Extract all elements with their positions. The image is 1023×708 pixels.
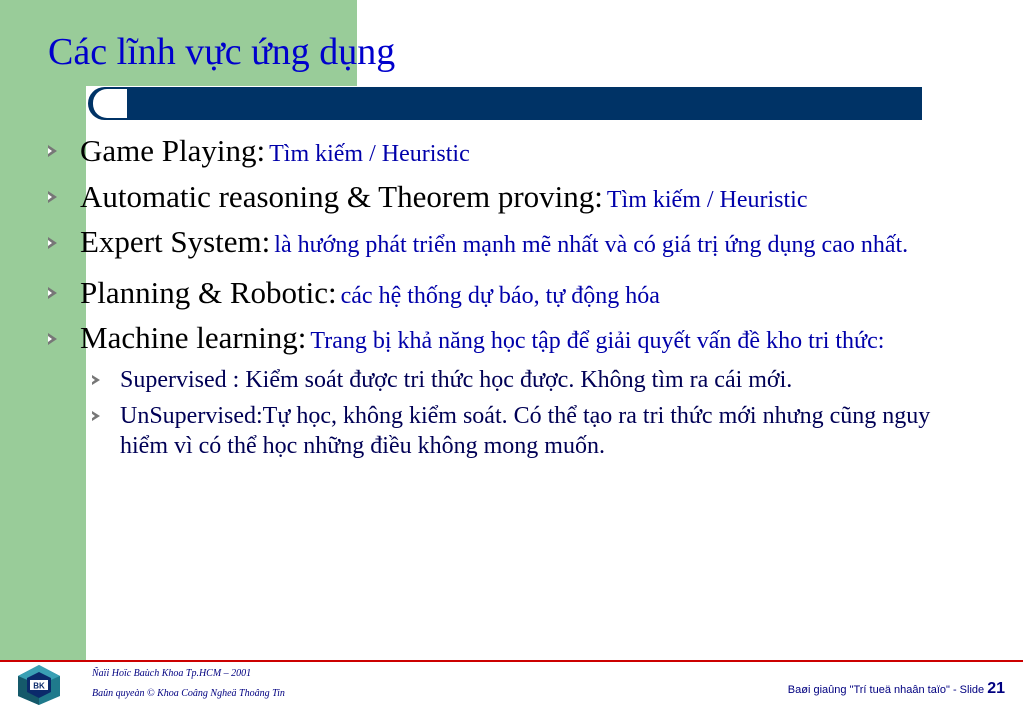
subbullet-arrow-icon [92, 411, 100, 421]
bullet-description: Tìm kiếm / Heuristic [269, 141, 470, 167]
slide-content [46, 133, 980, 467]
bullet-planning-robotic [46, 275, 980, 311]
title-underline-bar [88, 87, 922, 120]
bullet-heading: Machine learning: [80, 320, 307, 355]
bullet-description: các hệ thống dự báo, tự động hóa [340, 283, 660, 309]
university-logo-icon [13, 664, 65, 706]
bullet-arrow-icon [48, 333, 57, 345]
logo-text: BK [33, 681, 45, 691]
footer-slide-info [760, 680, 1005, 698]
bullet-game-playing [46, 133, 980, 169]
subbullet-text: UnSupervised:Tự học, không kiểm soát. Có thể tạo ra tri thức mới nhưng cũng nguy hiểm vì có thể học những điều không mong muốn. [120, 403, 931, 459]
slide-number: 21 [987, 680, 1005, 697]
bullet-heading: Game Playing: [80, 133, 266, 168]
subbullet-supervised [46, 365, 980, 395]
footer-copyright: Baûn quyeàn © Khoa Coâng Ngheä Thoâng Tin [92, 688, 285, 699]
subbullet-unsupervised [46, 401, 980, 461]
slide-title: Các lĩnh vực ứng dụng [48, 31, 396, 73]
bar-notch [93, 89, 127, 118]
bullet-automatic-reasoning [46, 179, 980, 215]
subbullet-arrow-icon [92, 375, 100, 385]
bullet-heading: Expert System: [80, 224, 271, 259]
bullet-arrow-icon [48, 145, 57, 157]
bullet-description: Trang bị khả năng học tập để giải quyết vấn đề kho tri thức: [310, 328, 885, 354]
bullet-heading: Planning & Robotic: [80, 275, 337, 310]
bullet-machine-learning [46, 321, 980, 361]
bullet-heading: Automatic reasoning & Theorem proving: [80, 179, 603, 214]
footer-course-title: Baøi giaûng "Trí tueä nhaân taïo" - Slide [787, 684, 985, 696]
footer-divider [0, 660, 1023, 662]
bullet-arrow-icon [48, 191, 57, 203]
bullet-arrow-icon [48, 237, 57, 249]
subbullet-text: Supervised : Kiểm soát được tri thức học được. Không tìm ra cái mới. [120, 367, 793, 393]
bullet-expert-system [46, 225, 980, 265]
bullet-arrow-icon [48, 287, 57, 299]
bullet-description: là hướng phát triển mạnh mẽ nhất và có giá trị ứng dụng cao nhất. [274, 232, 909, 258]
footer-institution: Ñaïi Hoïc Baùch Khoa Tp.HCM – 2001 [92, 668, 252, 679]
bullet-description: Tìm kiếm / Heuristic [606, 187, 808, 213]
